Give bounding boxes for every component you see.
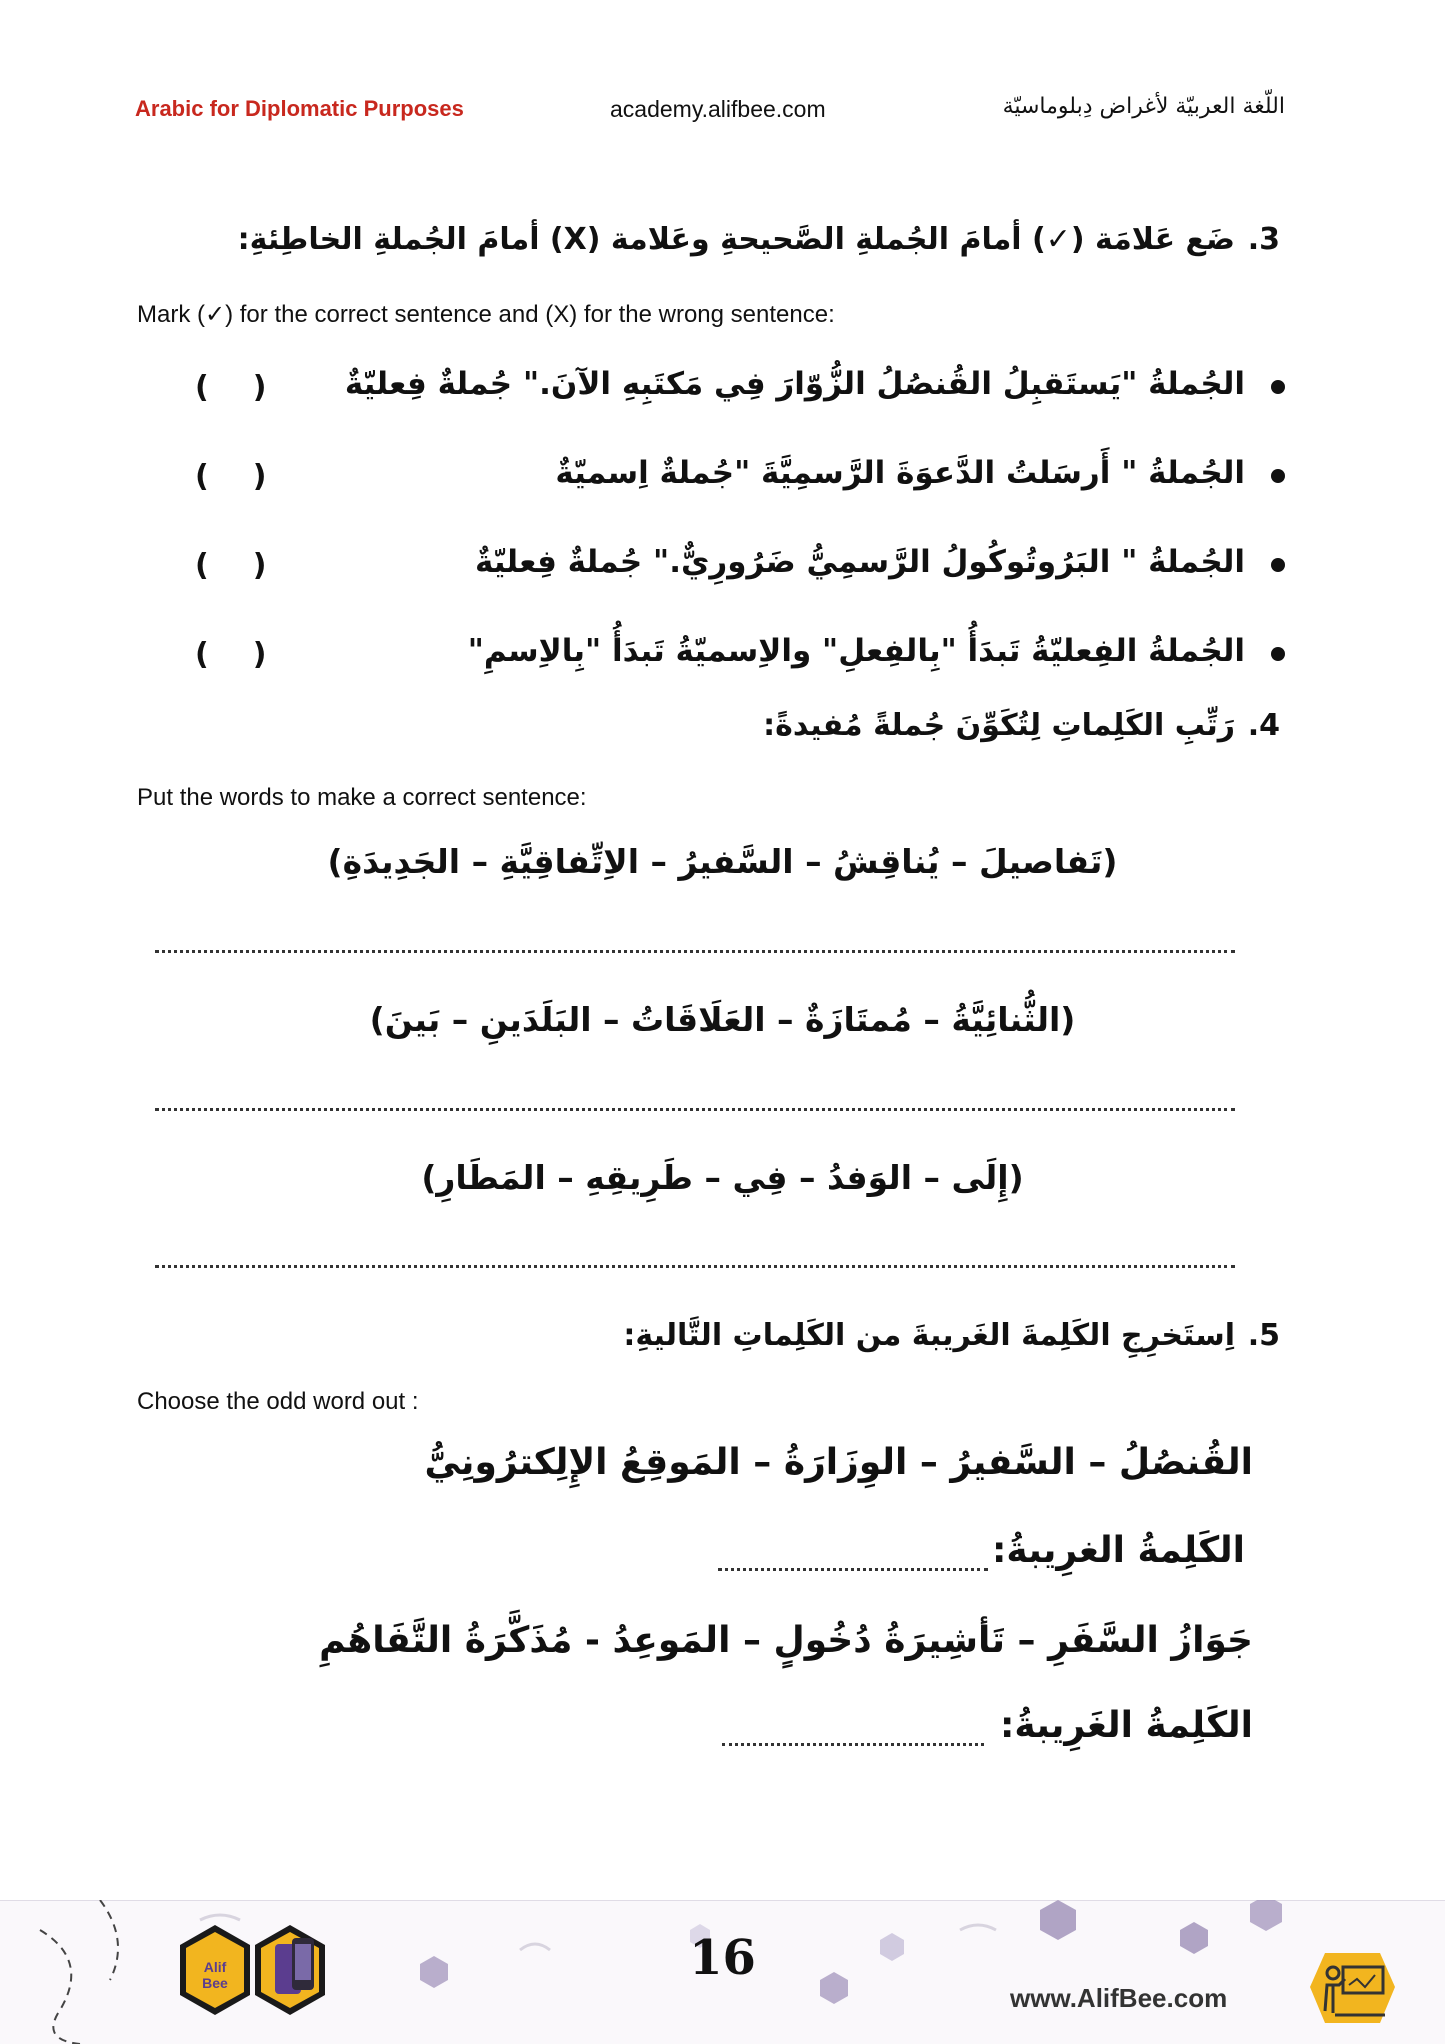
q4-word-group-3: (إِلَى – الوَفدُ – فِي – طَرِيقِهِ – المَطَارِ) [421, 1158, 1024, 1197]
bullet-icon [1271, 469, 1285, 483]
q3-instruction: Mark (✓) for the correct sentence and (X) for the wrong sentence: [137, 301, 835, 328]
q3-item-1 [345, 366, 1245, 402]
q3-title-text: ضَع عَلامَة (✓) أمامَ الجُملةِ الصَّحيحةِ وعَلامة (X) أمامَ الجُملةِ الخاطِئةِ: [237, 222, 1235, 257]
q3-item-3-text: الجُملةُ " البَرُوتُوكُولُ الرَّسمِيُّ ضَرُورِيٌّ." جُملةٌ فِعليّةٌ [474, 544, 1245, 580]
q5-word-list-1: القُنصُلُ – السَّفيرُ – الوِزَارَةُ – المَوقِعُ الإِلِكترُونِيُّ [424, 1442, 1253, 1483]
q5-word-list-2: جَوَازُ السَّفَرِ – تَأشِيرَةُ دُخُولٍ – المَوعِدُ - مُذَكَّرَةُ التَّفَاهُمِ [319, 1620, 1253, 1661]
q4-answer-line-1[interactable] [155, 950, 1235, 953]
q5-number: 5. [1247, 1318, 1280, 1353]
q3-item-3 [475, 544, 1245, 580]
q3-number: 3. [1247, 222, 1280, 257]
paren-close: ) [252, 459, 267, 494]
q3-answer-box-3[interactable] [195, 548, 266, 583]
q5-title-text: اِستَخرِجِ الكَلِمةَ الغَريبةَ من الكَلِماتِ التَّاليةِ: [623, 1318, 1235, 1353]
q3-item-1-text: الجُملةُ "يَستَقبِلُ القُنصُلُ الزُّوّارَ فِي مَكتَبِهِ الآنَ." جُملةٌ فِعليّةٌ [344, 366, 1245, 402]
q4-title [763, 708, 1280, 743]
bullet-icon [1271, 380, 1285, 394]
paren-open: ( [195, 459, 209, 494]
paren-close: ) [252, 370, 267, 405]
svg-text:Alif: Alif [203, 1959, 227, 1975]
paren-close: ) [252, 637, 267, 672]
q3-item-4-text: الجُملةُ الفِعليّةُ تَبدَأُ "بِالفِعلِ" والاِسميّةُ تَبدَأُ "بِالاِسمِ" [467, 633, 1245, 669]
q3-item-2-text: الجُملةُ " أَرسَلتُ الدَّعوَةَ الرَّسمِيَّةَ "جُملةٌ اِسميّةٌ [555, 455, 1245, 491]
bullet-icon [1271, 647, 1285, 661]
q3-answer-box-2[interactable] [195, 459, 266, 494]
teacher-board-icon [1305, 1945, 1400, 2030]
q4-title-text: رَتِّبِ الكَلِماتِ لِتُكَوِّنَ جُملةً مُفيدةً: [763, 708, 1235, 743]
q5-answer-line-2[interactable] [722, 1743, 984, 1746]
q5-odd-word-label-1: الكَلِمةُ الغرِيبةُ: [991, 1530, 1245, 1571]
q4-instruction: Put the words to make a correct sentence: [137, 784, 587, 811]
q3-answer-box-4[interactable] [195, 637, 266, 672]
footer-url[interactable]: www.AlifBee.com [1010, 1983, 1228, 2013]
q5-odd-word-label-2: الكَلِمةُ الغَرِيبةُ: [999, 1705, 1253, 1746]
paren-close: ) [252, 548, 267, 583]
q3-title [237, 222, 1280, 257]
q4-word-group-2: (الثُّنائِيَّةُ – مُمتَازَةٌ – العَلَاقَاتُ – البَلَدَينِ – بَينَ) [369, 1000, 1076, 1039]
q4-number: 4. [1247, 708, 1280, 743]
q5-title [623, 1318, 1280, 1353]
bullet-icon [1271, 558, 1285, 572]
q3-item-2 [555, 455, 1245, 491]
q3-answer-box-1[interactable] [195, 370, 266, 405]
q5-answer-line-1[interactable] [718, 1568, 988, 1571]
header-course-title: Arabic for Diplomatic Purposes [135, 96, 464, 121]
q4-answer-line-3[interactable] [155, 1265, 1235, 1268]
header-arabic-title: اللّغة العربيّة لأغراض دِبلوماسيّة [1002, 94, 1285, 119]
q5-instruction: Choose the odd word out : [137, 1388, 419, 1415]
q4-answer-line-2[interactable] [155, 1108, 1235, 1111]
paren-open: ( [195, 637, 209, 672]
page-number: 16 [689, 1930, 756, 1986]
paren-open: ( [195, 370, 209, 405]
header-website: academy.alifbee.com [610, 96, 826, 122]
svg-text:Bee: Bee [202, 1975, 228, 1991]
q3-item-4 [468, 633, 1245, 669]
paren-open: ( [195, 548, 209, 583]
q4-word-group-1: (تَفاصيلَ – يُناقِشُ – السَّفيرُ – الاِتِّفاقِيَّةِ – الجَدِيدَةِ) [327, 842, 1118, 881]
